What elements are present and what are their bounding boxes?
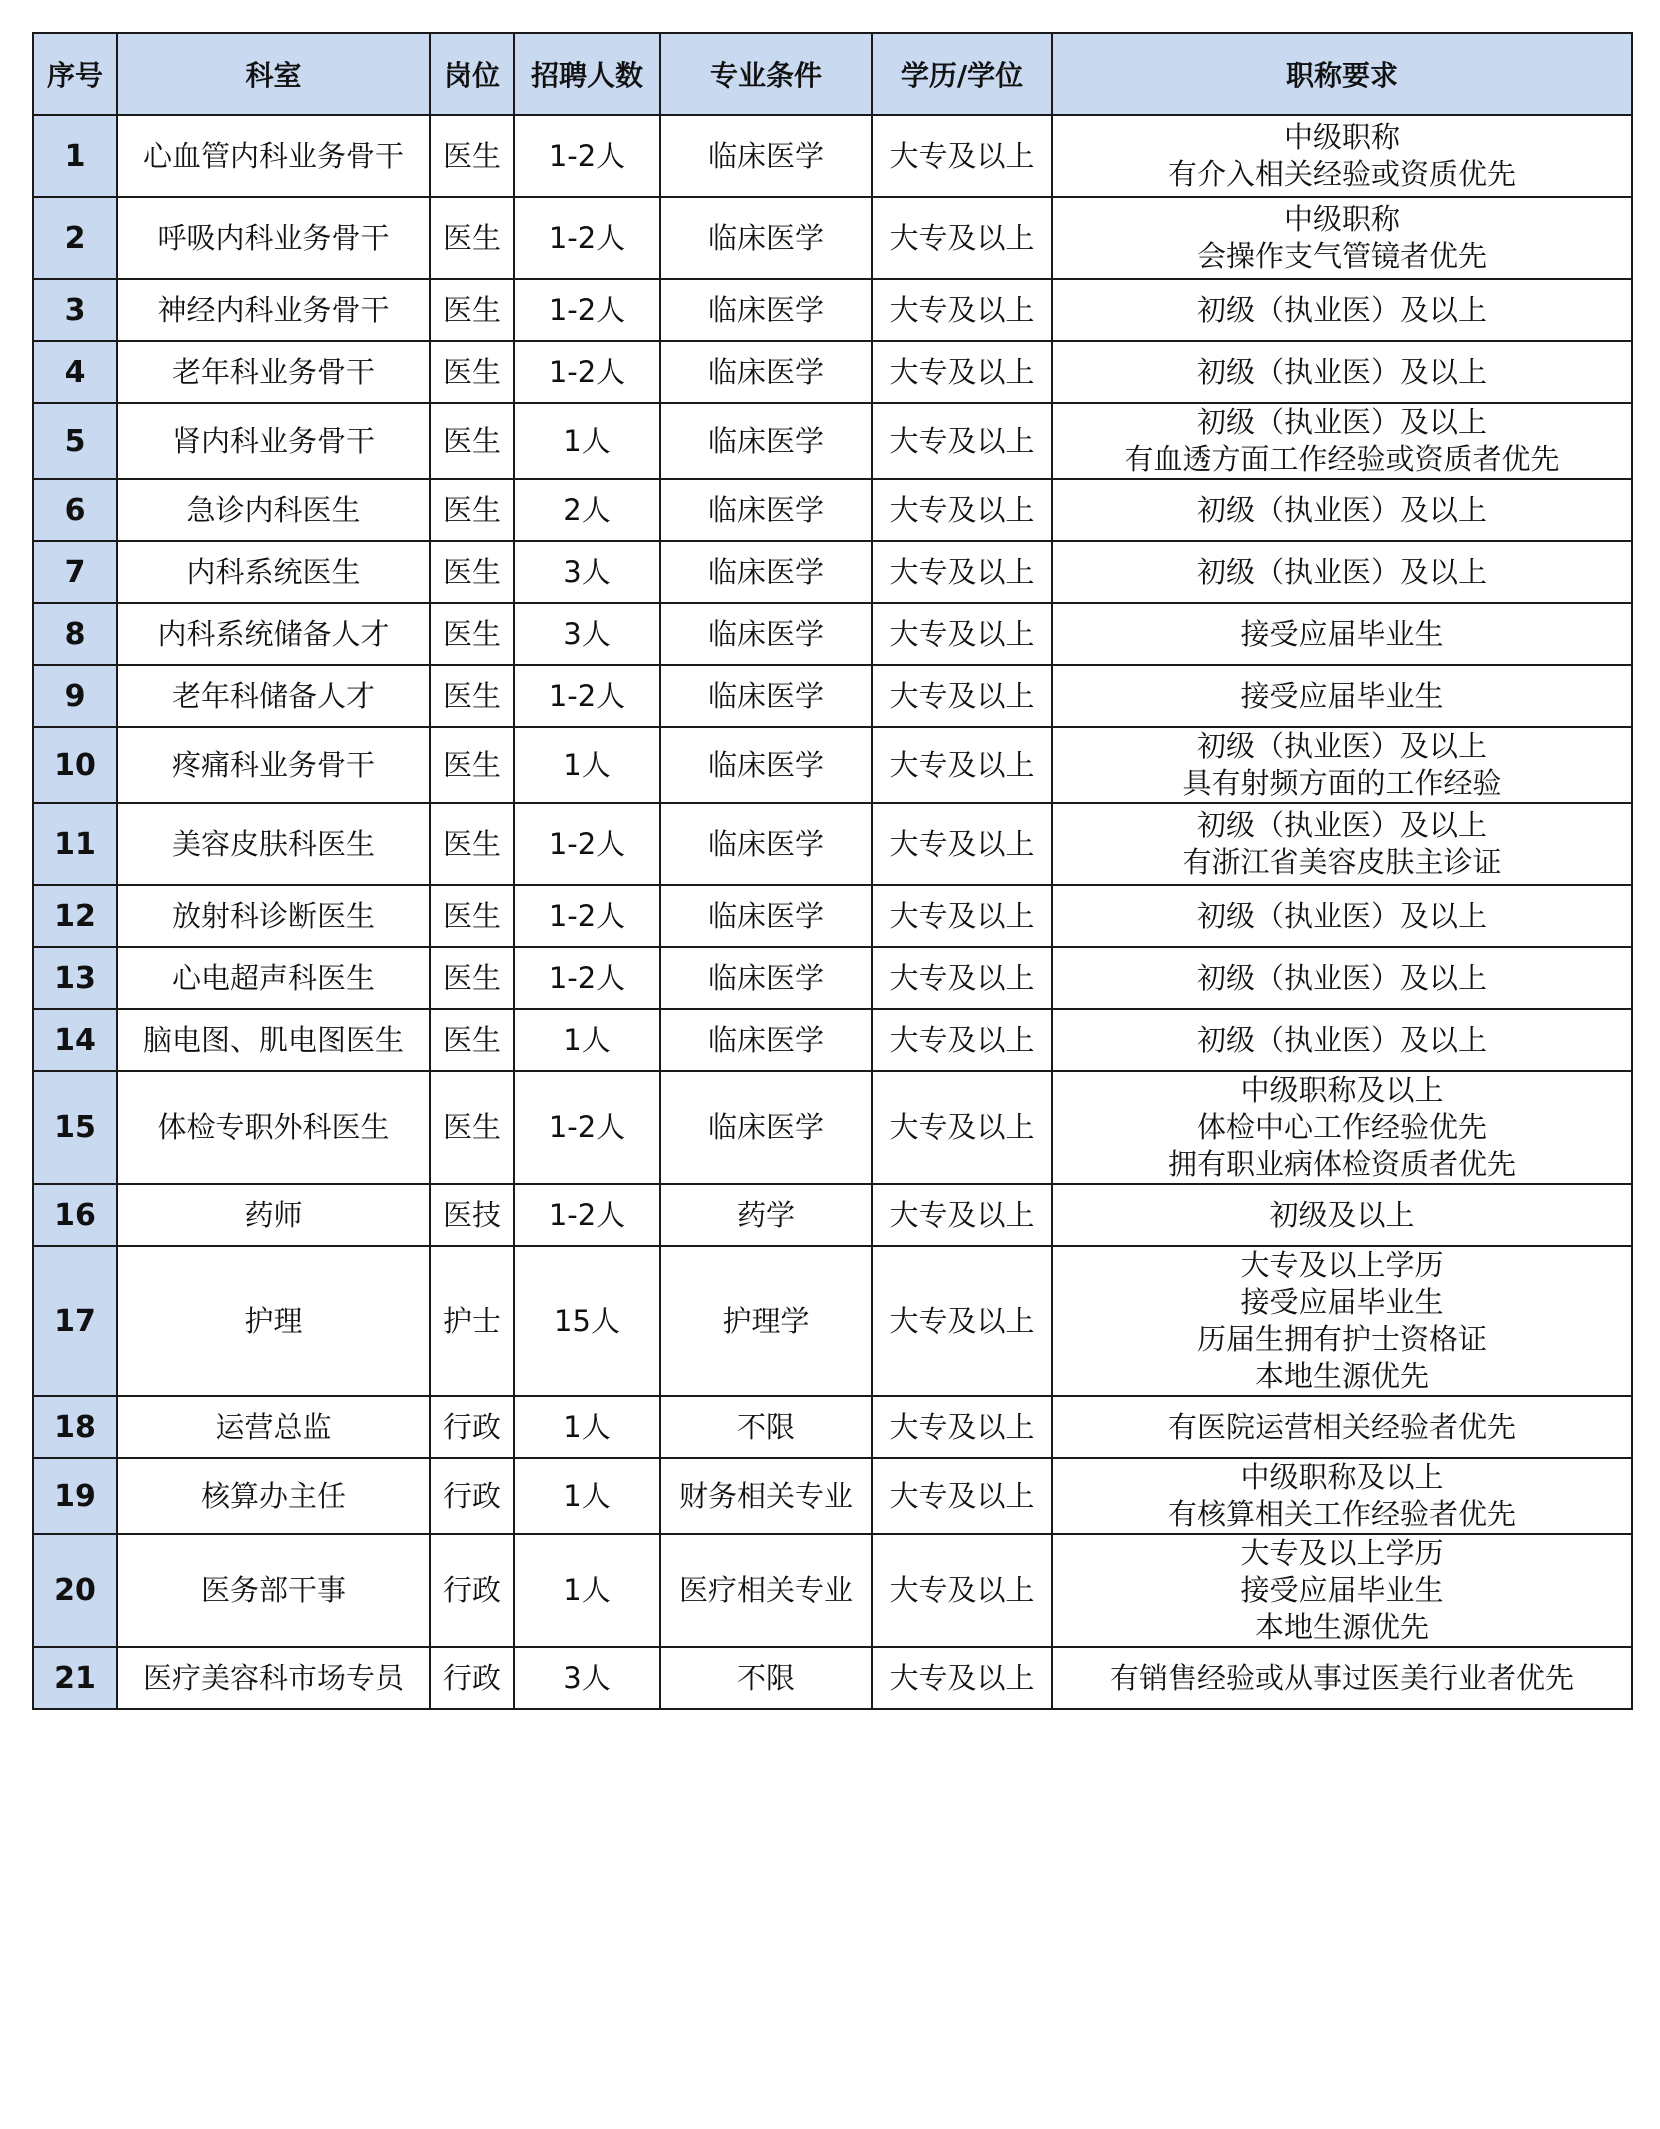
cell-count: 1人: [514, 1009, 660, 1071]
cell-dept: 医务部干事: [117, 1534, 430, 1647]
cell-post: 医生: [430, 341, 514, 403]
cell-count: 1人: [514, 403, 660, 479]
cell-dept: 心电超声科医生: [117, 947, 430, 1009]
cell-req: 初级（执业医）及以上 具有射频方面的工作经验: [1052, 727, 1632, 803]
cell-major: 临床医学: [660, 1071, 872, 1184]
cell-edu: 大专及以上: [872, 115, 1052, 197]
cell-no: 13: [33, 947, 117, 1009]
cell-no: 21: [33, 1647, 117, 1709]
cell-edu: 大专及以上: [872, 803, 1052, 885]
cell-req: 初级（执业医）及以上: [1052, 947, 1632, 1009]
cell-dept: 医疗美容科市场专员: [117, 1647, 430, 1709]
cell-req: 中级职称 有介入相关经验或资质优先: [1052, 115, 1632, 197]
cell-post: 医生: [430, 479, 514, 541]
cell-dept: 呼吸内科业务骨干: [117, 197, 430, 279]
cell-edu: 大专及以上: [872, 1647, 1052, 1709]
cell-major: 临床医学: [660, 727, 872, 803]
cell-count: 1-2人: [514, 197, 660, 279]
cell-post: 行政: [430, 1396, 514, 1458]
cell-req: 初级（执业医）及以上: [1052, 1009, 1632, 1071]
header-no: 序号: [33, 33, 117, 115]
cell-req: 初级（执业医）及以上: [1052, 541, 1632, 603]
cell-count: 1-2人: [514, 947, 660, 1009]
cell-no: 4: [33, 341, 117, 403]
cell-edu: 大专及以上: [872, 727, 1052, 803]
cell-edu: 大专及以上: [872, 603, 1052, 665]
cell-no: 19: [33, 1458, 117, 1534]
table-row: [33, 197, 1632, 279]
cell-post: 行政: [430, 1458, 514, 1534]
cell-count: 1-2人: [514, 341, 660, 403]
cell-dept: 药师: [117, 1184, 430, 1246]
cell-req: 接受应届毕业生: [1052, 665, 1632, 727]
cell-post: 医生: [430, 1071, 514, 1184]
table-body: [33, 115, 1632, 1709]
header-row: [33, 33, 1632, 115]
cell-major: 临床医学: [660, 197, 872, 279]
cell-dept: 脑电图、肌电图医生: [117, 1009, 430, 1071]
cell-post: 医技: [430, 1184, 514, 1246]
cell-dept: 护理: [117, 1246, 430, 1396]
cell-no: 7: [33, 541, 117, 603]
cell-post: 医生: [430, 803, 514, 885]
cell-edu: 大专及以上: [872, 885, 1052, 947]
cell-edu: 大专及以上: [872, 403, 1052, 479]
cell-req: 初级（执业医）及以上 有浙江省美容皮肤主诊证: [1052, 803, 1632, 885]
cell-edu: 大专及以上: [872, 197, 1052, 279]
recruitment-table: [32, 32, 1633, 1710]
cell-edu: 大专及以上: [872, 279, 1052, 341]
cell-major: 临床医学: [660, 479, 872, 541]
cell-edu: 大专及以上: [872, 1246, 1052, 1396]
cell-req: 大专及以上学历 接受应届毕业生 本地生源优先: [1052, 1534, 1632, 1647]
table-row: [33, 479, 1632, 541]
cell-req: 初级（执业医）及以上: [1052, 341, 1632, 403]
cell-no: 16: [33, 1184, 117, 1246]
cell-edu: 大专及以上: [872, 541, 1052, 603]
cell-post: 医生: [430, 403, 514, 479]
cell-req: 初级（执业医）及以上: [1052, 279, 1632, 341]
cell-edu: 大专及以上: [872, 1071, 1052, 1184]
cell-major: 不限: [660, 1647, 872, 1709]
cell-major: 临床医学: [660, 403, 872, 479]
cell-no: 1: [33, 115, 117, 197]
header-req: 职称要求: [1052, 33, 1632, 115]
cell-no: 3: [33, 279, 117, 341]
cell-req: 中级职称及以上 体检中心工作经验优先 拥有职业病体检资质者优先: [1052, 1071, 1632, 1184]
cell-dept: 老年科业务骨干: [117, 341, 430, 403]
header-dept: 科室: [117, 33, 430, 115]
cell-post: 行政: [430, 1534, 514, 1647]
cell-dept: 内科系统医生: [117, 541, 430, 603]
cell-req: 初级（执业医）及以上 有血透方面工作经验或资质者优先: [1052, 403, 1632, 479]
cell-post: 医生: [430, 947, 514, 1009]
cell-post: 医生: [430, 197, 514, 279]
cell-edu: 大专及以上: [872, 947, 1052, 1009]
table-row: [33, 403, 1632, 479]
cell-edu: 大专及以上: [872, 1184, 1052, 1246]
cell-count: 1-2人: [514, 803, 660, 885]
header-count: 招聘人数: [514, 33, 660, 115]
cell-req: 有医院运营相关经验者优先: [1052, 1396, 1632, 1458]
cell-req: 初级（执业医）及以上: [1052, 479, 1632, 541]
table-row: [33, 1647, 1632, 1709]
cell-no: 9: [33, 665, 117, 727]
table-row: [33, 1184, 1632, 1246]
cell-edu: 大专及以上: [872, 341, 1052, 403]
cell-post: 护士: [430, 1246, 514, 1396]
cell-major: 临床医学: [660, 541, 872, 603]
cell-req: 有销售经验或从事过医美行业者优先: [1052, 1647, 1632, 1709]
cell-major: 临床医学: [660, 1009, 872, 1071]
cell-major: 临床医学: [660, 341, 872, 403]
cell-post: 医生: [430, 541, 514, 603]
cell-dept: 运营总监: [117, 1396, 430, 1458]
cell-count: 1-2人: [514, 279, 660, 341]
cell-major: 不限: [660, 1396, 872, 1458]
cell-major: 临床医学: [660, 885, 872, 947]
cell-count: 1人: [514, 727, 660, 803]
cell-edu: 大专及以上: [872, 665, 1052, 727]
cell-post: 医生: [430, 665, 514, 727]
cell-post: 医生: [430, 603, 514, 665]
cell-dept: 体检专职外科医生: [117, 1071, 430, 1184]
cell-dept: 急诊内科医生: [117, 479, 430, 541]
cell-no: 20: [33, 1534, 117, 1647]
cell-count: 1-2人: [514, 1184, 660, 1246]
cell-post: 医生: [430, 115, 514, 197]
cell-dept: 心血管内科业务骨干: [117, 115, 430, 197]
cell-dept: 美容皮肤科医生: [117, 803, 430, 885]
table-row: [33, 727, 1632, 803]
cell-req: 中级职称及以上 有核算相关工作经验者优先: [1052, 1458, 1632, 1534]
cell-major: 护理学: [660, 1246, 872, 1396]
cell-major: 临床医学: [660, 603, 872, 665]
table-row: [33, 115, 1632, 197]
header-edu: 学历/学位: [872, 33, 1052, 115]
table-row: [33, 341, 1632, 403]
cell-post: 医生: [430, 885, 514, 947]
table-row: [33, 279, 1632, 341]
cell-no: 12: [33, 885, 117, 947]
cell-no: 15: [33, 1071, 117, 1184]
cell-no: 2: [33, 197, 117, 279]
cell-count: 1人: [514, 1534, 660, 1647]
cell-count: 1-2人: [514, 665, 660, 727]
cell-edu: 大专及以上: [872, 1458, 1052, 1534]
cell-major: 财务相关专业: [660, 1458, 872, 1534]
table-row: [33, 541, 1632, 603]
cell-count: 3人: [514, 541, 660, 603]
cell-post: 医生: [430, 1009, 514, 1071]
cell-req: 中级职称 会操作支气管镜者优先: [1052, 197, 1632, 279]
table-row: [33, 1071, 1632, 1184]
cell-post: 行政: [430, 1647, 514, 1709]
cell-no: 14: [33, 1009, 117, 1071]
table-row: [33, 603, 1632, 665]
cell-no: 8: [33, 603, 117, 665]
cell-dept: 肾内科业务骨干: [117, 403, 430, 479]
cell-no: 10: [33, 727, 117, 803]
cell-count: 3人: [514, 1647, 660, 1709]
cell-count: 3人: [514, 603, 660, 665]
table-row: [33, 1534, 1632, 1647]
cell-dept: 内科系统储备人才: [117, 603, 430, 665]
cell-count: 15人: [514, 1246, 660, 1396]
cell-major: 临床医学: [660, 115, 872, 197]
cell-edu: 大专及以上: [872, 1396, 1052, 1458]
cell-count: 1-2人: [514, 885, 660, 947]
cell-dept: 放射科诊断医生: [117, 885, 430, 947]
cell-major: 医疗相关专业: [660, 1534, 872, 1647]
cell-no: 18: [33, 1396, 117, 1458]
cell-no: 17: [33, 1246, 117, 1396]
cell-no: 11: [33, 803, 117, 885]
cell-major: 药学: [660, 1184, 872, 1246]
cell-post: 医生: [430, 727, 514, 803]
cell-req: 初级（执业医）及以上: [1052, 885, 1632, 947]
cell-edu: 大专及以上: [872, 1009, 1052, 1071]
cell-major: 临床医学: [660, 665, 872, 727]
cell-post: 医生: [430, 279, 514, 341]
cell-count: 1人: [514, 1458, 660, 1534]
table-row: [33, 1009, 1632, 1071]
cell-req: 大专及以上学历 接受应届毕业生 历届生拥有护士资格证 本地生源优先: [1052, 1246, 1632, 1396]
cell-no: 6: [33, 479, 117, 541]
cell-major: 临床医学: [660, 947, 872, 1009]
cell-count: 1人: [514, 1396, 660, 1458]
cell-dept: 疼痛科业务骨干: [117, 727, 430, 803]
table-row: [33, 1396, 1632, 1458]
cell-edu: 大专及以上: [872, 479, 1052, 541]
cell-dept: 核算办主任: [117, 1458, 430, 1534]
table-row: [33, 665, 1632, 727]
header-post: 岗位: [430, 33, 514, 115]
cell-major: 临床医学: [660, 279, 872, 341]
cell-dept: 老年科储备人才: [117, 665, 430, 727]
cell-major: 临床医学: [660, 803, 872, 885]
table-row: [33, 1246, 1632, 1396]
table-row: [33, 947, 1632, 1009]
cell-edu: 大专及以上: [872, 1534, 1052, 1647]
cell-req: 初级及以上: [1052, 1184, 1632, 1246]
cell-req: 接受应届毕业生: [1052, 603, 1632, 665]
cell-no: 5: [33, 403, 117, 479]
cell-count: 1-2人: [514, 115, 660, 197]
cell-count: 1-2人: [514, 1071, 660, 1184]
table-row: [33, 1458, 1632, 1534]
table-row: [33, 885, 1632, 947]
header-major: 专业条件: [660, 33, 872, 115]
table-row: [33, 803, 1632, 885]
cell-count: 2人: [514, 479, 660, 541]
cell-dept: 神经内科业务骨干: [117, 279, 430, 341]
